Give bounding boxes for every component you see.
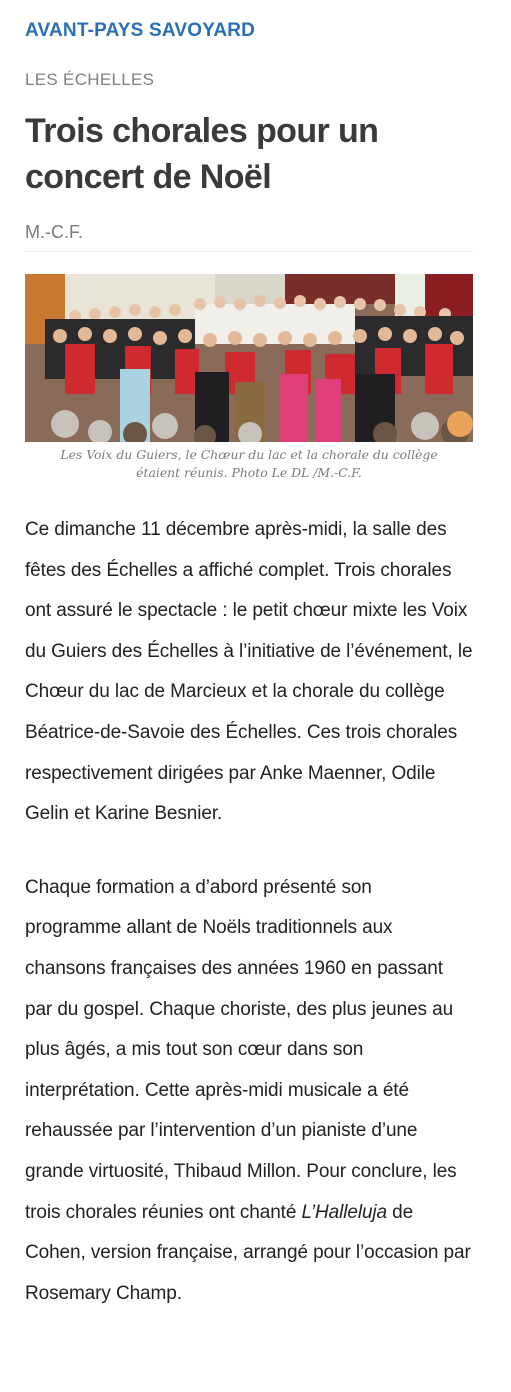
choir-photo-illustration [25, 274, 473, 442]
article-headline: Trois chorales pour un concert de Noël [25, 112, 379, 196]
body-text: Chaque formation a d’abord présenté son programme allant de Noëls traditionnels aux chansons françaises des années 1960 en passant par du gospel. Chaque choriste, des plus jeunes au plus âgés, a mis tout son cœur dans son interprétation. Cette après-midi musicale a été rehaussée par l’intervention d’un pianiste d’une grande virtuosité, Thibaud Millon. Pour conclure, les trois chorales réunies ont chanté [25, 876, 457, 1223]
body-paragraph [25, 868, 473, 1315]
location-label: LES ÉCHELLES [25, 70, 155, 89]
article-body [25, 510, 473, 1314]
photo-caption-line: étaient réunis. Photo Le DL /M.-C.F. [136, 465, 362, 480]
section-label[interactable]: AVANT-PAYS SAVOYARD [25, 20, 256, 41]
author-byline: M.-C.F. [25, 222, 83, 242]
body-paragraph: Ce dimanche 11 décembre après-midi, la salle des fêtes des Échelles a affiché complet. Trois chorales ont assuré le spectacle : le petit chœur mixte les Voix du Guiers des Échelles à l’initiative de l’événement, le Chœur du lac de Marcieux et la chorale du collège Béatrice-de-Savoie des Échelles. Ces trois chorales respectivement dirigées par Anke Maenner, Odile Gelin et Karine Besnier. [25, 519, 473, 825]
body-text: de Cohen, version française, arrangé pour l’occasion par Rosemary Champ. [25, 1201, 471, 1304]
article-photo[interactable] [25, 274, 473, 442]
song-title: L’Halleluja [301, 1201, 387, 1223]
photo-caption [25, 446, 473, 482]
photo-caption-line: Les Voix du Guiers, le Chœur du lac et la chorale du collège [60, 447, 438, 462]
divider [25, 251, 473, 252]
